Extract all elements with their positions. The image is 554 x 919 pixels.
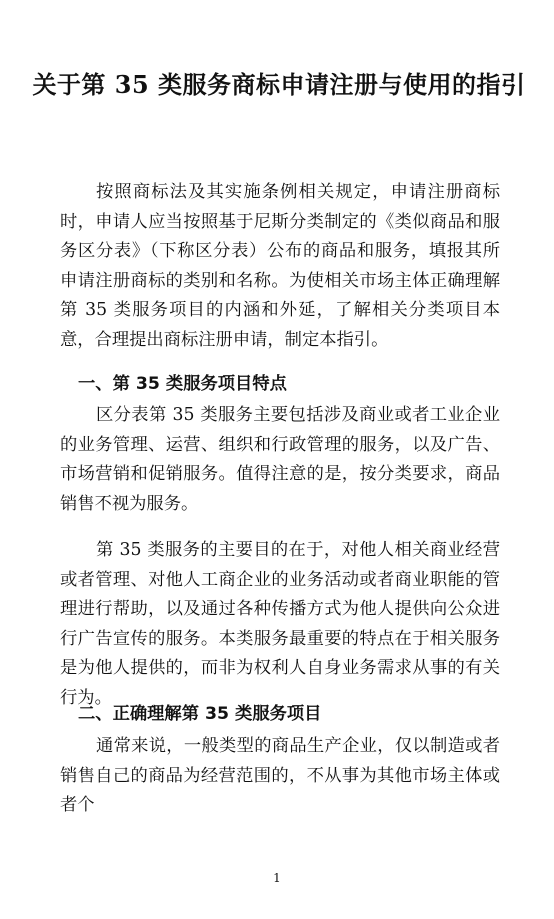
document-title: 关于第 35 类服务商标申请注册与使用的指引: [32, 70, 526, 99]
section-2-paragraph-1: 通常来说，一般类型的商品生产企业，仅以制造或者销售自己的商品为经营范围的，不从事为其他市场主体或者个: [60, 736, 500, 815]
section-1-paragraph-1: 区分表第 35 类服务主要包括涉及商业或者工业企业的业务管理、运营、组织和行政管理的服务，以及广告、市场营销和促销服务。值得注意的是，按分类要求，商品销售不视为服务。: [60, 405, 500, 514]
page-number: 1: [273, 871, 281, 885]
section-1-heading: 一、第 35 类服务项目特点: [78, 374, 287, 394]
intro-paragraph: 按照商标法及其实施条例相关规定，申请注册商标时，申请人应当按照基于尼斯分类制定的《类似商品和服务区分表》（下称区分表）公布的商品和服务，填报其所申请注册商标的类别和名称。为使相关市场主体正确理解第 35 类服务项目的内涵和外延，了解相关分类项目本意，合理提出商标注册申请，制定本指引。: [60, 182, 500, 350]
section-2-heading: 二、正确理解第 35 类服务项目: [78, 704, 322, 724]
section-1-paragraph-2: 第 35 类服务的主要目的在于，对他人相关商业经营或者管理、对他人工商企业的业务活动或者商业职能的管理进行帮助，以及通过各种传播方式为他人提供向公众进行广告宣传的服务。本类服务最重要的特点在于相关服务是为他人提供的，而非为权利人自身业务需求从事的有关行为。: [60, 540, 500, 708]
